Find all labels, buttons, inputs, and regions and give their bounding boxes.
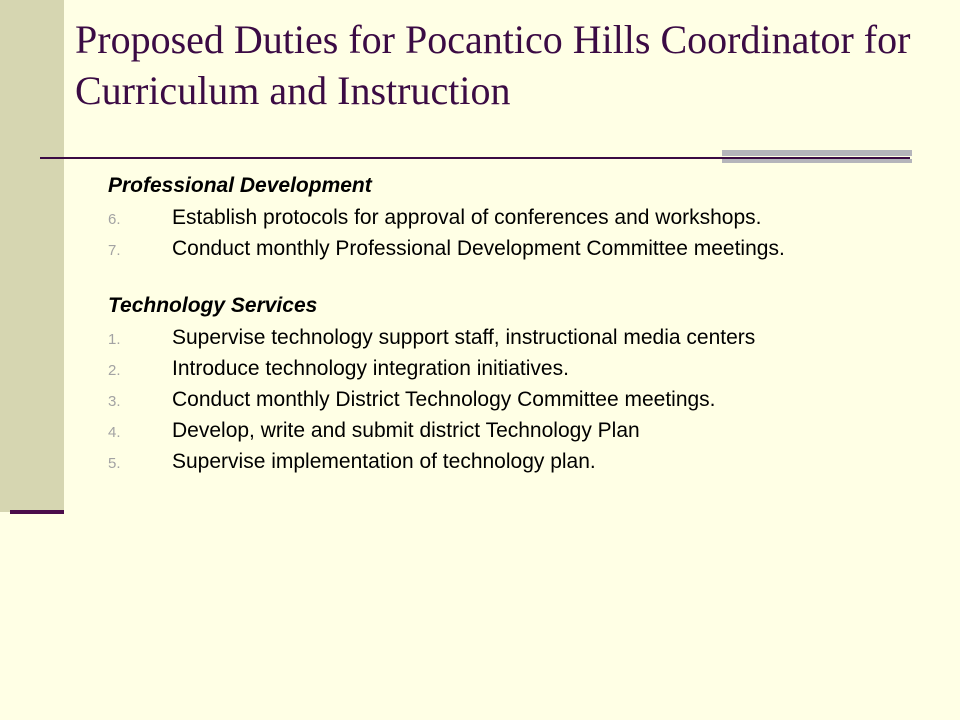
item-number: 2. — [108, 362, 121, 379]
item-number: 5. — [108, 455, 121, 472]
item-text: Supervise implementation of technology plan. — [172, 450, 596, 473]
item-text: Introduce technology integration initiatives. — [172, 357, 569, 380]
item-number: 1. — [108, 331, 121, 348]
section-spacer — [108, 262, 908, 292]
list-item — [108, 357, 908, 382]
list-item — [108, 237, 908, 262]
item-text: Establish protocols for approval of conferences and workshops. — [172, 206, 762, 229]
list-item — [108, 388, 908, 413]
item-text: Develop, write and submit district Technology Plan — [172, 419, 640, 442]
item-number: 4. — [108, 424, 121, 441]
list-item — [108, 206, 908, 231]
title-rule-accent-lower — [722, 159, 912, 163]
left-bar-accent-line — [10, 510, 64, 514]
item-number: 3. — [108, 393, 121, 410]
left-decorative-bar — [0, 0, 64, 512]
item-text: Conduct monthly District Technology Committee meetings. — [172, 388, 716, 411]
list-item — [108, 419, 908, 444]
list-item — [108, 326, 908, 351]
item-text: Conduct monthly Professional Development Committee meetings. — [172, 237, 785, 260]
title-rule-accent — [722, 150, 912, 156]
list-item — [108, 450, 908, 475]
item-number: 7. — [108, 242, 121, 259]
section-heading-professional-development: Professional Development — [108, 174, 372, 197]
item-text: Supervise technology support staff, instructional media centers — [172, 326, 756, 349]
section-heading-technology-services: Technology Services — [108, 294, 318, 317]
item-number: 6. — [108, 211, 121, 228]
slide-title: Proposed Duties for Pocantico Hills Coordinator for Curriculum and Instruction — [75, 17, 911, 113]
slide-body — [108, 172, 908, 475]
